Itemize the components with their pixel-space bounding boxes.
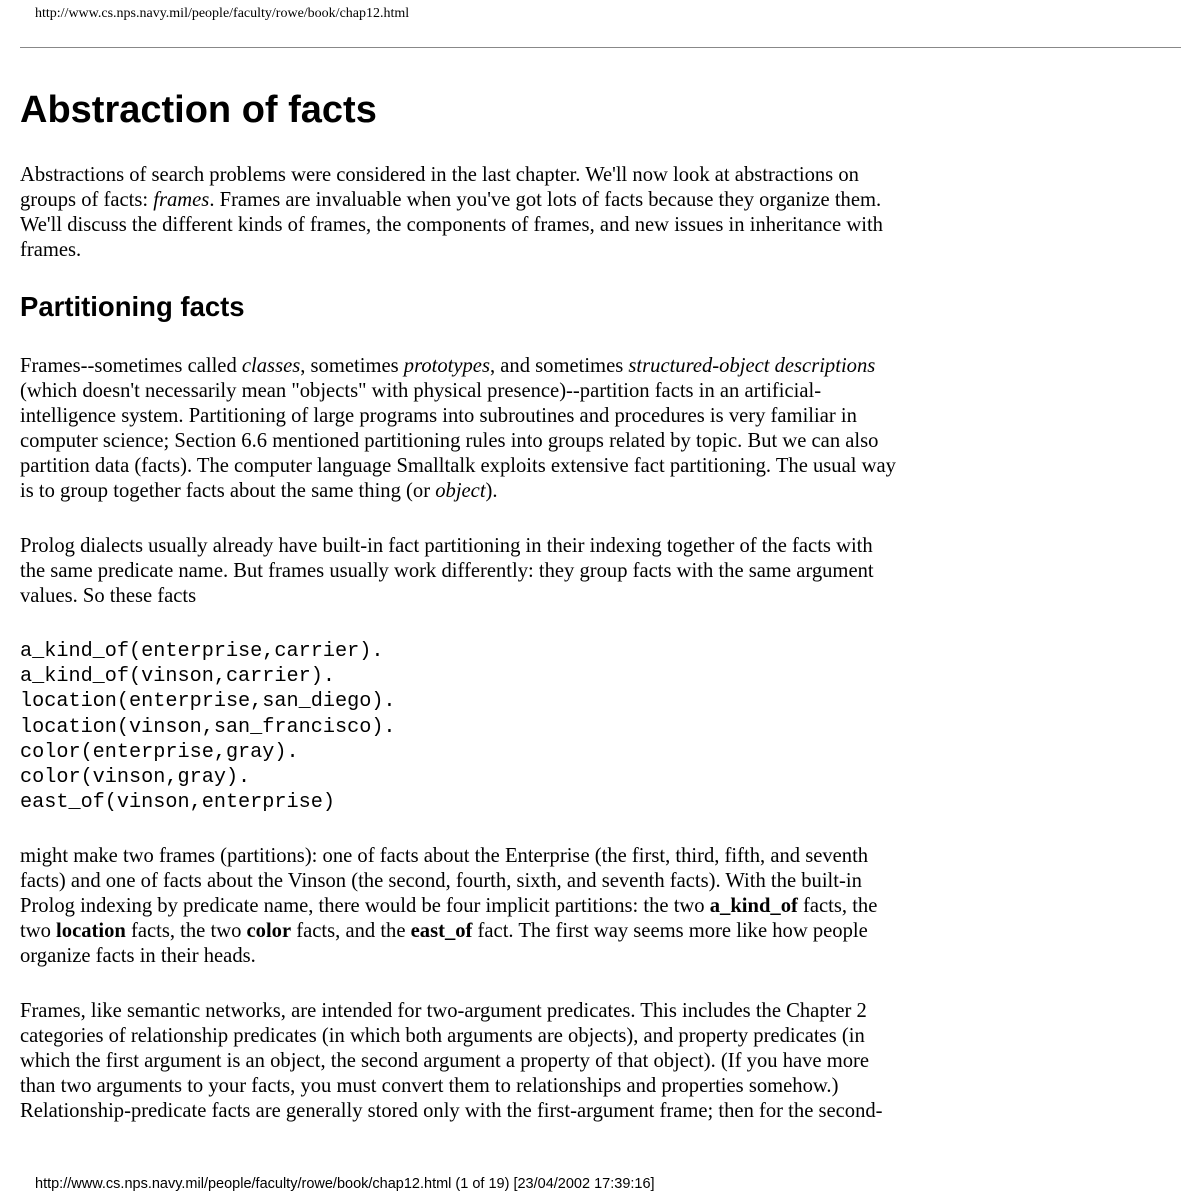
p1-line-3: intelligence system. Partitioning of large programs into subroutines and procedures is very familiar in: [20, 405, 857, 427]
p3-line-3: Prolog indexing by predicate name, there would be four implicit partitions: the two a_kind_of facts, the: [20, 895, 878, 917]
code-line: color(vinson,gray).: [20, 766, 251, 790]
p4-line-5: Relationship-predicate facts are generally stored only with the first-argument frame; then for the second-: [20, 1100, 883, 1122]
section-heading-partitioning: Partitioning facts: [20, 291, 245, 322]
paragraph-two-argument-predicates: [20, 999, 1185, 1124]
term-frames: frames: [153, 189, 210, 211]
term-east-of: east_of: [410, 920, 473, 942]
p1-line-5: partition data (facts). The computer language Smalltalk exploits extensive fact partitioning. The usual way: [20, 455, 896, 477]
intro-line-3: We'll discuss the different kinds of frames, the components of frames, and new issues in inheritance with: [20, 214, 883, 236]
p3-line-2: facts) and one of facts about the Vinson (the second, fourth, sixth, and seventh facts). With the built-in: [20, 870, 862, 892]
paragraph-two-frames: [20, 844, 1185, 969]
code-line: location(enterprise,san_diego).: [20, 690, 396, 714]
p1-line-6: is to group together facts about the same thing (or object).: [20, 480, 498, 502]
intro-line-4: frames.: [20, 239, 82, 261]
p4-line-4: than two arguments to your facts, you must convert them to relationships and properties somehow.): [20, 1075, 839, 1097]
p1-line-2: (which doesn't necessarily mean "objects" with physical presence)--partition facts in an artificial-: [20, 380, 822, 402]
p4-line-2: categories of relationship predicates (in which both arguments are objects), and property predicates (in: [20, 1025, 865, 1047]
intro-paragraph: [20, 163, 1185, 263]
intro-line-1: Abstractions of search problems were considered in the last chapter. We'll now look at abstractions on: [20, 164, 859, 186]
p4-line-1: Frames, like semantic networks, are intended for two-argument predicates. This includes the Chapter 2: [20, 1000, 867, 1022]
code-line: east_of(vinson,enterprise): [20, 791, 335, 815]
code-line: a_kind_of(vinson,carrier).: [20, 665, 335, 689]
code-line: location(vinson,san_francisco).: [20, 715, 396, 739]
term-classes: classes: [241, 355, 301, 377]
intro-line-2: groups of facts: frames. Frames are invaluable when you've got lots of facts because they organize them.: [20, 189, 882, 211]
term-color: color: [246, 920, 292, 942]
code-line: a_kind_of(enterprise,carrier).: [20, 640, 384, 663]
p2-line-2: the same predicate name. But frames usually work differently: they group facts with the same argument: [20, 560, 874, 582]
p2-line-1: Prolog dialects usually already have built-in fact partitioning in their indexing together of the facts with: [20, 535, 873, 557]
p2-line-3: values. So these facts: [20, 585, 197, 607]
term-prototypes: prototypes: [403, 355, 490, 377]
page-footer-url: http://www.cs.nps.navy.mil/people/faculty/rowe/book/chap12.html (1 of 19) [23/04/2002 17:39:16]: [35, 1176, 655, 1192]
p1-line-4: computer science; Section 6.6 mentioned partitioning rules into groups related by topic. But we can also: [20, 430, 879, 452]
term-location: location: [56, 920, 126, 942]
term-object: object: [435, 480, 486, 502]
p3-line-1: might make two frames (partitions): one of facts about the Enterprise (the first, third, fifth, and seventh: [20, 845, 869, 867]
p4-line-3: which the first argument is an object, the second argument a property of that object). (If you have more: [20, 1050, 870, 1072]
header-divider: [20, 47, 1181, 48]
code-line: color(enterprise,gray).: [20, 740, 299, 764]
p1-line-1: Frames--sometimes called classes, sometimes prototypes, and sometimes structured-object descriptions: [20, 355, 876, 377]
page-title: Abstraction of facts: [20, 89, 377, 131]
term-a-kind-of: a_kind_of: [709, 895, 798, 917]
p3-line-5: organize facts in their heads.: [20, 945, 256, 967]
code-block-facts: [20, 639, 396, 815]
term-structured-object-descriptions: structured-object descriptions: [628, 355, 876, 377]
paragraph-prolog-indexing: [20, 534, 1185, 609]
page-header-url: http://www.cs.nps.navy.mil/people/faculty/rowe/book/chap12.html: [35, 6, 410, 21]
p3-line-4: two location facts, the two color facts, and the east_of fact. The first way seems more like how people: [20, 920, 868, 942]
paragraph-frames-definition: [20, 354, 1185, 504]
